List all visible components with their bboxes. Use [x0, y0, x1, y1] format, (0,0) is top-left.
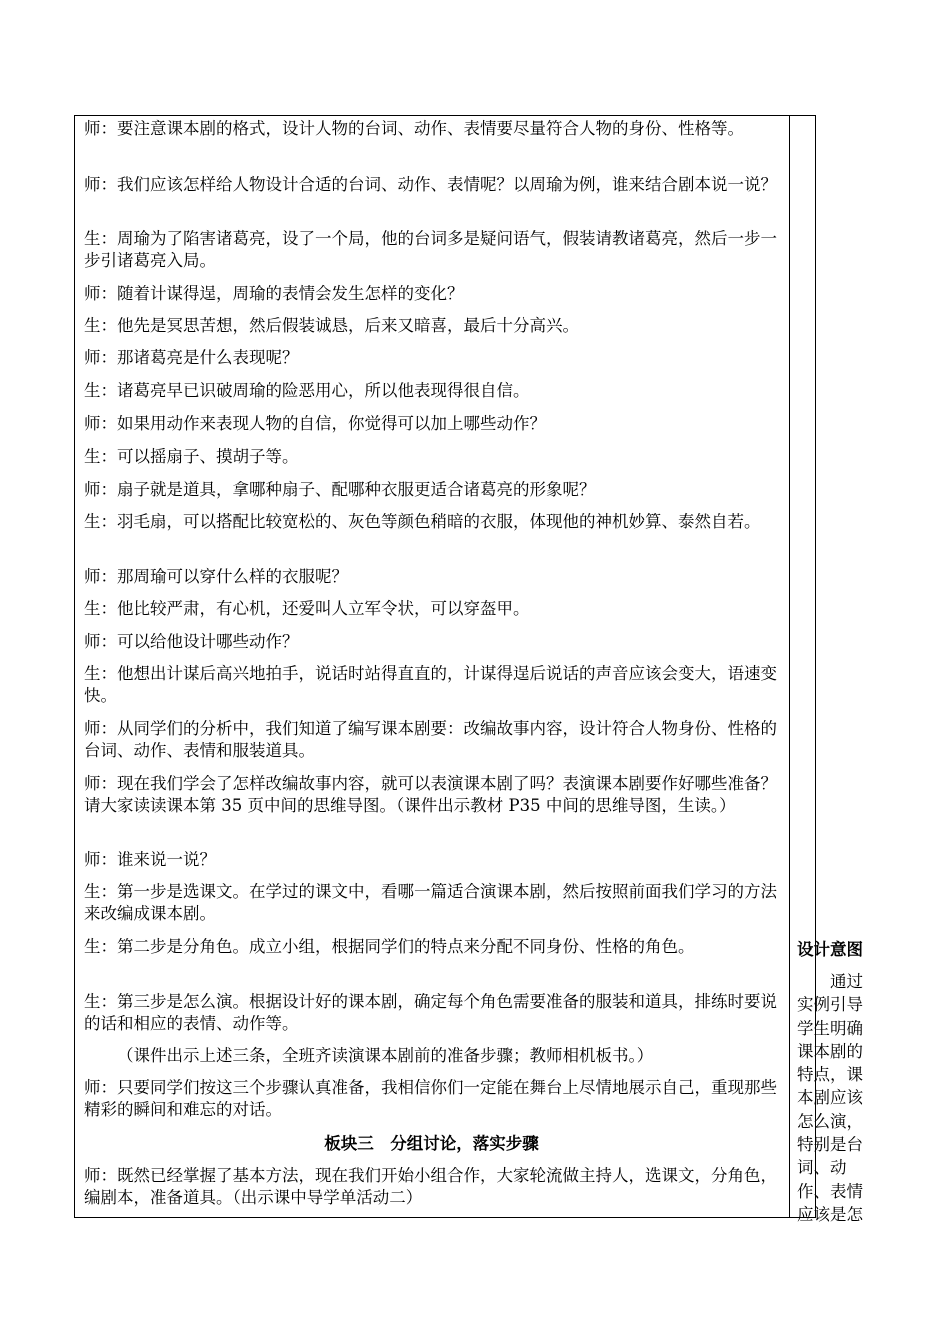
dialogue-paragraph: 生：第二步是分角色。成立小组，根据同学们的特点来分配不同身份、性格的角色。 — [84, 937, 695, 956]
dialogue-paragraph: 师：谁来说一说？ — [84, 850, 216, 869]
dialogue-paragraph: 生：第三步是怎么演。根据设计好的课本剧，确定每个角色需要准备的服装和道具，排练时要说的话和相应的表情、动作等。 — [84, 992, 777, 1033]
dialogue-paragraph: 生：他先是冥思苦想，然后假装诚恳，后来又暗喜，最后十分高兴。 — [84, 316, 579, 335]
closing-paragraph: 师：既然已经掌握了基本方法，现在我们开始小组合作，大家轮流做主持人，选课文，分角色，编剧本，准备道具。（出示课中导学单活动二） — [84, 1166, 777, 1207]
design-intent-text: 通过实例引导学生明确课本剧的特点，课本剧应该怎么演，特别是台词、动作、表情应该是怎 — [797, 972, 863, 1224]
dialogue-paragraph: 师：如果用动作来表现人物的自信，你觉得可以加上哪些动作？ — [84, 414, 546, 433]
dialogue-paragraph: 师：扇子就是道具，拿哪种扇子、配哪种衣服更适合诸葛亮的形象呢？ — [84, 480, 596, 499]
dialogue-paragraph: 师：只要同学们按这三个步骤认真准备，我相信你们一定能在舞台上尽情地展示自己，重现那些精彩的瞬间和难忘的对话。 — [84, 1078, 777, 1119]
dialogue-paragraph: 师：我们应该怎样给人物设计合适的台词、动作、表情呢？以周瑜为例，谁来结合剧本说一说？ — [84, 175, 777, 194]
dialogue-paragraph: 生：周瑜为了陷害诸葛亮，设了一个局，他的台词多是疑问语气，假装请教诸葛亮，然后一步一步引诸葛亮入局。 — [84, 229, 777, 270]
dialogue-paragraph: 生：他比较严肃，有心机，还爱叫人立军令状，可以穿盔甲。 — [84, 599, 530, 618]
dialogue-paragraph: 生：羽毛扇，可以搭配比较宽松的、灰色等颜色稍暗的衣服，体现他的神机妙算、泰然自若。 — [84, 512, 761, 531]
dialogue-paragraph: 师：从同学们的分析中，我们知道了编写课本剧要：改编故事内容，设计符合人物身份、性格的台词、动作、表情和服装道具。 — [84, 719, 777, 760]
dialogue-paragraph: 师：要注意课本剧的格式，设计人物的台词、动作、表情要尽量符合人物的身份、性格等。 — [84, 119, 744, 138]
dialogue-paragraph: 师：那诸葛亮是什么表现呢？ — [84, 348, 299, 367]
section-heading: 板块三 分组讨论，落实步骤 — [324, 1134, 539, 1153]
courseware-note: （课件出示上述三条，全班齐读演课本剧前的准备步骤；教师相机板书。） — [117, 1046, 654, 1065]
dialogue-paragraph: 生：可以摇扇子、摸胡子等。 — [84, 447, 299, 466]
dialogue-paragraph: 生：第一步是选课文。在学过的课文中，看哪一篇适合演课本剧，然后按照前面我们学习的方法来改编成课本剧。 — [84, 882, 777, 923]
dialogue-paragraph: 师：随着计谋得逞，周瑜的表情会发生怎样的变化？ — [84, 284, 464, 303]
dialogue-paragraph: 生：他想出计谋后高兴地拍手，说话时站得直直的，计谋得逞后说话的声音应该会变大，语速变快。 — [84, 664, 777, 705]
dialogue-paragraph: 生：诸葛亮早已识破周瑜的险恶用心，所以他表现得很自信。 — [84, 381, 530, 400]
design-intent-title: 设计意图 — [797, 940, 863, 959]
dialogue-paragraph: 师：可以给他设计哪些动作？ — [84, 632, 299, 651]
dialogue-paragraph: 师：现在我们学会了怎样改编故事内容，就可以表演课本剧了吗？表演课本剧要作好哪些准备？请大家读读课本第 35 页中间的思维导图。（课件出示教材 P35 中间的思维导图，生读。） — [84, 774, 777, 815]
dialogue-paragraph: 师：那周瑜可以穿什么样的衣服呢？ — [84, 567, 348, 586]
